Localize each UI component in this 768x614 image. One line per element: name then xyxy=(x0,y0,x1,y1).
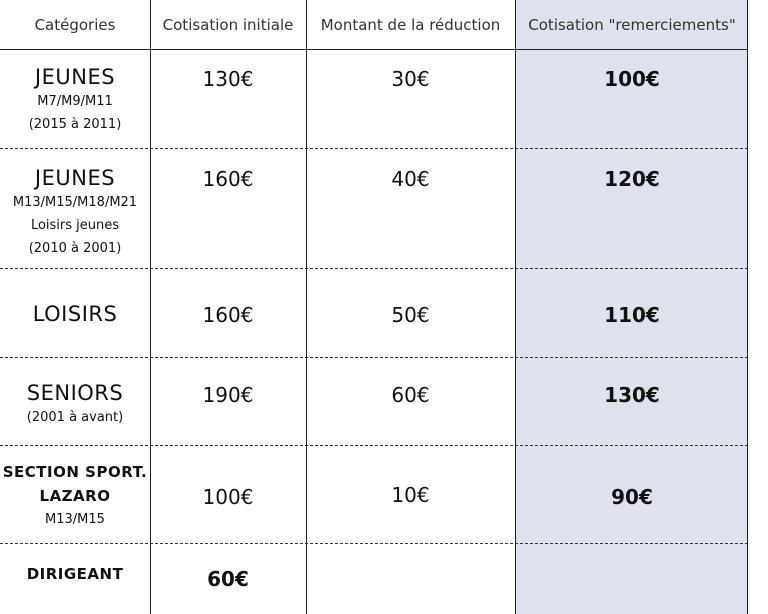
header-categories: Catégories xyxy=(34,15,116,34)
category-title: LOISIRS xyxy=(32,302,118,326)
initial-fee: 160€ xyxy=(202,303,254,327)
category-title: JEUNES xyxy=(34,166,116,190)
header-initial-fee: Cotisation initiale xyxy=(162,15,294,34)
thanks-fee: 100€ xyxy=(604,67,660,91)
thanks-fee: 90€ xyxy=(611,485,653,509)
category-title: LAZARO xyxy=(39,487,111,505)
thanks-fee: 120€ xyxy=(604,167,660,191)
category-title: SENIORS xyxy=(26,381,124,405)
category-subtitle: (2015 à 2011) xyxy=(28,117,122,132)
reduction-amount: 40€ xyxy=(391,167,430,191)
table-row xyxy=(0,358,748,445)
category-subtitle: M7/M9/M11 xyxy=(37,94,113,109)
table-row xyxy=(0,544,748,614)
table-row xyxy=(0,446,748,543)
table-row xyxy=(0,269,748,357)
table-row xyxy=(0,149,748,268)
header-reduction: Montant de la réduction xyxy=(320,15,501,34)
category-subtitle: (2001 à avant) xyxy=(26,410,124,425)
initial-fee: 100€ xyxy=(202,485,254,509)
initial-fee: 130€ xyxy=(202,67,254,91)
initial-fee: 60€ xyxy=(207,567,249,591)
thanks-fee: 110€ xyxy=(604,303,660,327)
header-thanks-fee: Cotisation "remerciements" xyxy=(528,15,736,34)
reduction-amount: 50€ xyxy=(391,303,430,327)
initial-fee: 160€ xyxy=(202,167,254,191)
category-title: JEUNES xyxy=(34,65,116,89)
category-subtitle: M13/M15 xyxy=(45,512,105,527)
reduction-amount: 10€ xyxy=(391,483,430,507)
table-row xyxy=(0,50,748,148)
initial-fee: 190€ xyxy=(202,383,254,407)
category-subtitle: Loisirs jeunes xyxy=(30,218,120,233)
category-title: SECTION SPORT. xyxy=(2,463,148,481)
reduction-amount: 30€ xyxy=(391,67,430,91)
reduction-amount: 60€ xyxy=(391,383,430,407)
category-subtitle: (2010 à 2001) xyxy=(28,241,122,256)
category-subtitle: M13/M15/M18/M21 xyxy=(12,195,138,210)
category-title: DIRIGEANT xyxy=(26,565,124,583)
thanks-fee: 130€ xyxy=(604,383,660,407)
